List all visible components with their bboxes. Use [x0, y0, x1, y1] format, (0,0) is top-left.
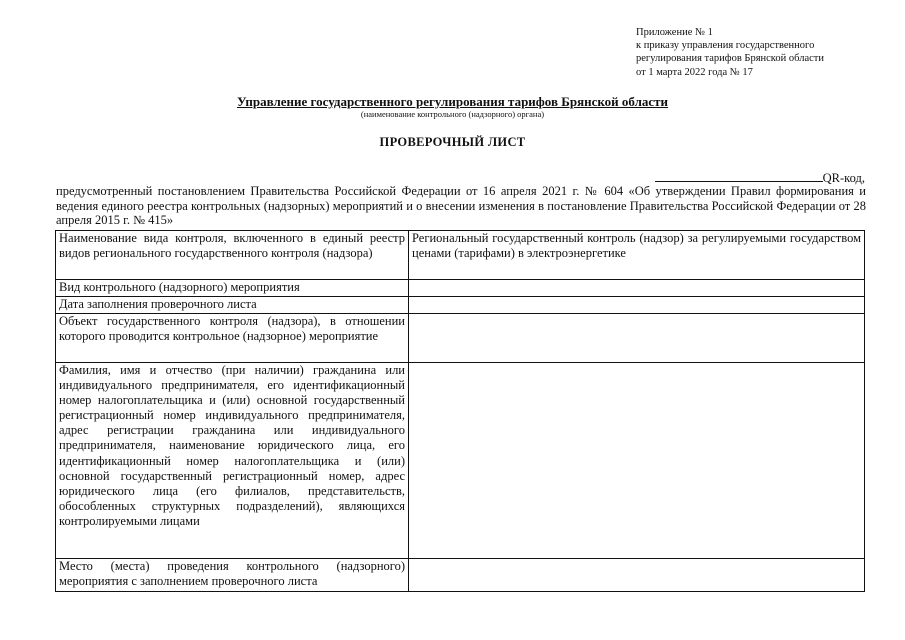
authority-caption: (наименование контрольного (надзорного) органа)	[360, 109, 545, 119]
authority-block	[0, 94, 905, 119]
appendix-line: от 1 марта 2022 года № 17	[636, 66, 753, 78]
row-label: Наименование вида контроля, включенного в единый реестр видов регионального государственного контроля (надзора)	[56, 231, 409, 280]
row-label: Вид контрольного (надзорного) мероприятия	[56, 280, 409, 297]
appendix-line: Приложение № 1	[636, 27, 713, 38]
table-row	[56, 231, 865, 280]
appendix-reference	[636, 26, 824, 79]
row-label: Дата заполнения проверочного листа	[56, 297, 409, 314]
row-value[interactable]	[409, 314, 865, 363]
row-value[interactable]	[409, 559, 865, 592]
appendix-line: регулирования тарифов Брянской области	[636, 53, 824, 65]
qr-code-label: QR-код,	[822, 171, 865, 185]
qr-code-blank	[655, 170, 823, 182]
row-value[interactable]	[409, 363, 865, 559]
table-row	[56, 314, 865, 363]
row-value: Региональный государственный контроль (надзор) за регулируемыми государством ценами (тарифами) в электроэнергетике	[409, 231, 865, 280]
row-label: Место (места) проведения контрольного (надзорного) мероприятия с заполнением проверочного листа	[56, 559, 409, 592]
row-value[interactable]	[409, 280, 865, 297]
appendix-line: к приказу управления государственного	[636, 40, 815, 52]
table-row	[56, 559, 865, 592]
intro-paragraph: предусмотренный постановлением Правительства Российской Федерации от 16 апреля 2021 г. № 604 «Об утверждении Правил формирования и ведения единого реестра контрольных (надзорных) мероприятий и о внесении изменения в постановление Правительства Российской Федерации от 28 апреля 2015 г. № 415»	[56, 184, 866, 228]
authority-name: Управление государственного регулирования тарифов Брянской области	[236, 94, 669, 109]
row-label: Объект государственного контроля (надзора), в отношении которого проводится контрольное (надзорное) мероприятие	[56, 314, 409, 363]
document-title: ПРОВЕРОЧНЫЙ ЛИСТ	[379, 135, 526, 149]
row-value[interactable]	[409, 297, 865, 314]
table-row	[56, 297, 865, 314]
table-row	[56, 280, 865, 297]
row-label: Фамилия, имя и отчество (при наличии) гражданина или индивидуального предпринимателя, его идентификационный номер налогоплательщика и (или) основной государственный регистрационный номер индивидуального предпринимателя, адрес регистрации гражданина или индивидуального предпринимателя, наименование юридического лица, его идентификационный номер налогоплательщика и (или) основной государственный регистрационный номер, адрес юридического лица (его филиалов, представительств, обособленных структурных подразделений), являющихся контролируемыми лицами	[56, 363, 409, 559]
checklist-table	[55, 230, 865, 592]
table-row	[56, 363, 865, 559]
